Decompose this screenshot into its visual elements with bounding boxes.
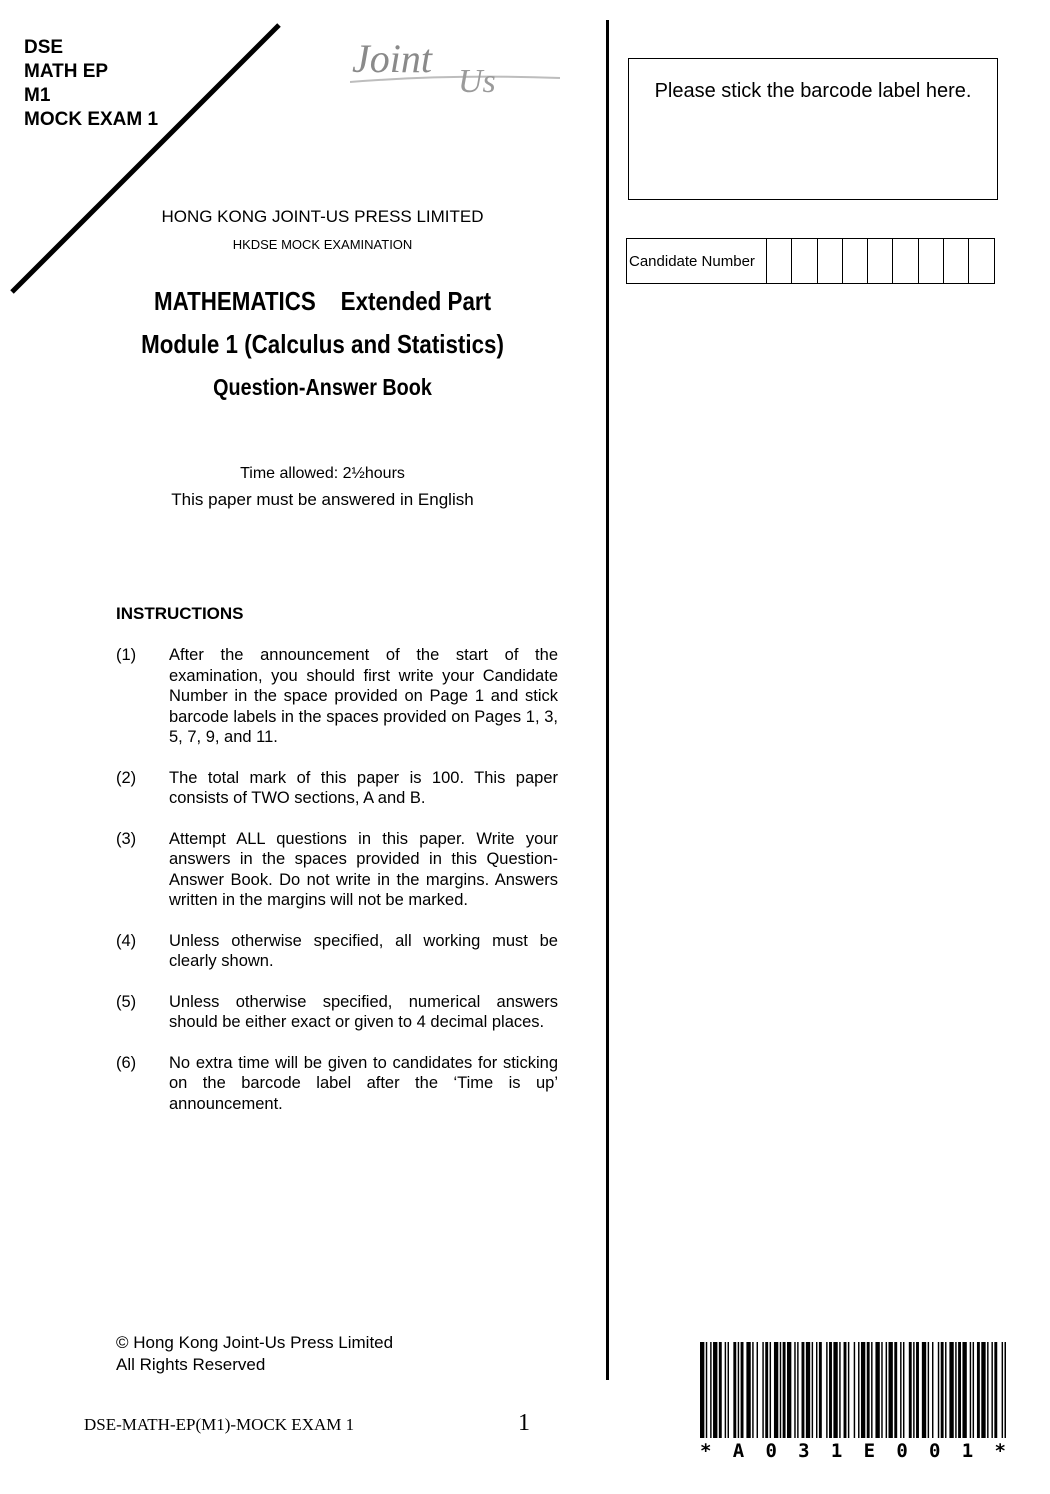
barcode-bar [922, 1342, 926, 1438]
barcode-bar [741, 1342, 744, 1438]
instruction-item [116, 768, 558, 809]
barcode-bar [844, 1342, 847, 1438]
barcode-bar [958, 1342, 961, 1438]
barcode-bar [970, 1342, 971, 1438]
barcode-bar [780, 1342, 781, 1438]
barcode-char: 0 [929, 1440, 941, 1462]
candidate-digit-box[interactable] [792, 239, 817, 283]
instructions-heading: INSTRUCTIONS [116, 604, 244, 623]
instruction-text: The total mark of this paper is 100. This paper consists of TWO sections, A and B. [169, 768, 558, 807]
barcode-bar [913, 1342, 914, 1438]
exam-name: HKDSE MOCK EXAMINATION [232, 237, 413, 252]
barcode-bar [700, 1342, 704, 1438]
candidate-digit-box[interactable] [969, 239, 993, 283]
barcode-bar [816, 1342, 817, 1438]
barcode-bar [900, 1342, 901, 1438]
barcode-char: * [994, 1440, 1006, 1462]
barcode-bar [706, 1342, 707, 1438]
barcode-char: 1 [961, 1440, 974, 1462]
barcode-bar [941, 1342, 944, 1438]
barcode-bar [762, 1342, 763, 1438]
column-divider [606, 20, 609, 1380]
barcode-bar [752, 1342, 753, 1438]
candidate-digit-box[interactable] [868, 239, 893, 283]
barcode-bar [955, 1342, 956, 1438]
instruction-text: Unless otherwise specified, numerical answers should be either exact or given to 4 decimal places. [169, 992, 558, 1031]
barcode-bar [725, 1342, 726, 1438]
barcode-char: * [700, 1440, 712, 1462]
corner-line-3: M1 [24, 85, 51, 106]
instruction-text: Unless otherwise specified, all working must be clearly shown. [169, 931, 558, 970]
barcode-bar [839, 1342, 840, 1438]
barcode-bar [829, 1342, 832, 1438]
barcode-bar [713, 1342, 717, 1438]
barcode-bar [719, 1342, 722, 1438]
barcode-bar [991, 1342, 992, 1438]
barcode-bar [774, 1342, 778, 1438]
barcode-char: 3 [798, 1440, 810, 1462]
barcode-bar [894, 1342, 897, 1438]
barcode-bar [871, 1342, 872, 1438]
logo-text-sub: Us [458, 63, 496, 100]
barcode-bar [909, 1342, 912, 1438]
barcode-text [700, 1440, 1006, 1462]
paper-title: MATHEMATICS Extended Part [153, 286, 492, 316]
barcode-char: E [863, 1440, 876, 1462]
language-note: This paper must be answered in English [171, 490, 474, 509]
barcode-bar [928, 1342, 929, 1438]
barcode-bar [806, 1342, 810, 1438]
barcode-char: 0 [896, 1440, 908, 1462]
barcode-bar [994, 1342, 997, 1438]
barcode-bar [812, 1342, 813, 1438]
barcode-bar [833, 1342, 837, 1438]
page-barcode [700, 1342, 1006, 1438]
candidate-digit-box[interactable] [944, 239, 969, 283]
corner-line-1: DSE [24, 37, 64, 58]
page-number: 1 [518, 1410, 530, 1436]
paper-code: DSE-MATH-EP(M1)-MOCK EXAM 1 [84, 1415, 355, 1434]
barcode-bar [728, 1342, 729, 1438]
instruction-number: (6) [116, 1053, 137, 1072]
barcode-bar [949, 1342, 953, 1438]
barcode-bar [794, 1342, 795, 1438]
publisher-name: HONG KONG JOINT-US PRESS LIMITED [161, 207, 484, 226]
barcode-bar [987, 1342, 988, 1438]
candidate-digit-box[interactable] [919, 239, 944, 283]
instruction-item [116, 829, 558, 911]
corner-line-2: MATH EP [24, 61, 109, 82]
instruction-number: (4) [116, 931, 137, 950]
barcode-label-prompt: Please stick the barcode label here. [654, 80, 972, 102]
barcode-bar [977, 1342, 980, 1438]
barcode-bar [783, 1342, 786, 1438]
instruction-number: (3) [116, 829, 137, 848]
candidate-number-label: Candidate Number [627, 239, 767, 283]
instruction-text: Attempt ALL questions in this paper. Write your answers in the spaces provided in this Question-Answer Book. Do not write in the margins. Answers written in the margins will not be marked. [169, 829, 558, 909]
barcode-bar [886, 1342, 887, 1438]
instruction-item [116, 931, 558, 972]
candidate-digit-box[interactable] [893, 239, 918, 283]
corner-label [24, 36, 158, 132]
barcode-char: 1 [830, 1440, 843, 1462]
candidate-digit-box[interactable] [767, 239, 792, 283]
barcode-bar [932, 1342, 933, 1438]
barcode-bar [738, 1342, 739, 1438]
barcode-char: 0 [765, 1440, 777, 1462]
barcode-bar [826, 1342, 827, 1438]
copyright-notice [116, 1332, 393, 1376]
barcode-bar [889, 1342, 893, 1438]
candidate-digit-box[interactable] [818, 239, 843, 283]
barcode-bar [797, 1342, 798, 1438]
instruction-text: No extra time will be given to candidates for sticking on the barcode label after the ‘Time is up’ announcement. [169, 1053, 558, 1113]
barcode-bar [875, 1342, 879, 1438]
barcode-bar [802, 1342, 805, 1438]
barcode-bar [861, 1342, 865, 1438]
book-title: Question-Answer Book [213, 374, 432, 400]
logo-text-main: Joint [352, 36, 432, 81]
instruction-number: (5) [116, 992, 137, 1011]
candidate-digit-box[interactable] [843, 239, 868, 283]
barcode-bar [938, 1342, 939, 1438]
instruction-text: After the announcement of the start of the examination, you should first write your Candidate Number in the space provided on Page 1 and stick barcode labels in the spaces provided on Pages 1, 3, 5, 7, 9, and 11. [169, 646, 558, 746]
barcode-bar [733, 1342, 736, 1438]
instruction-number: (1) [116, 646, 137, 664]
barcode-bar [746, 1342, 750, 1438]
instructions-list [116, 645, 558, 1134]
instruction-item [116, 1053, 558, 1115]
barcode-bar [787, 1342, 791, 1438]
barcode-bar [981, 1342, 985, 1438]
barcode-bar [819, 1342, 822, 1438]
corner-line-4: MOCK EXAM 1 [24, 109, 159, 130]
copyright-line-1: © Hong Kong Joint-Us Press Limited [116, 1333, 394, 1352]
barcode-bar [1002, 1342, 1003, 1438]
time-allowed: Time allowed: 2½hours [240, 465, 405, 482]
candidate-number-table [626, 238, 995, 284]
barcode-bar [962, 1342, 966, 1438]
module-title: Module 1 (Calculus and Statistics) [141, 329, 504, 359]
barcode-char: A [732, 1440, 745, 1462]
instruction-item [116, 645, 558, 748]
barcode-bar [770, 1342, 771, 1438]
barcode-bar [973, 1342, 974, 1438]
barcode-bar [916, 1342, 919, 1438]
instruction-item [116, 992, 558, 1033]
barcode-bar [867, 1342, 870, 1438]
joint-us-logo [350, 30, 565, 100]
barcode-bar [945, 1342, 946, 1438]
barcode-bar [710, 1342, 711, 1438]
barcode-bar [848, 1342, 849, 1438]
barcode-bar [881, 1342, 882, 1438]
barcode-bar [757, 1342, 758, 1438]
barcode-bar [765, 1342, 768, 1438]
barcode-bar [903, 1342, 904, 1438]
copyright-line-2: All Rights Reserved [116, 1355, 266, 1374]
instruction-number: (2) [116, 768, 137, 787]
barcode-bar [854, 1342, 855, 1438]
barcode-bar [1005, 1342, 1007, 1438]
barcode-label-area [628, 58, 998, 200]
barcode-bar [858, 1342, 859, 1438]
